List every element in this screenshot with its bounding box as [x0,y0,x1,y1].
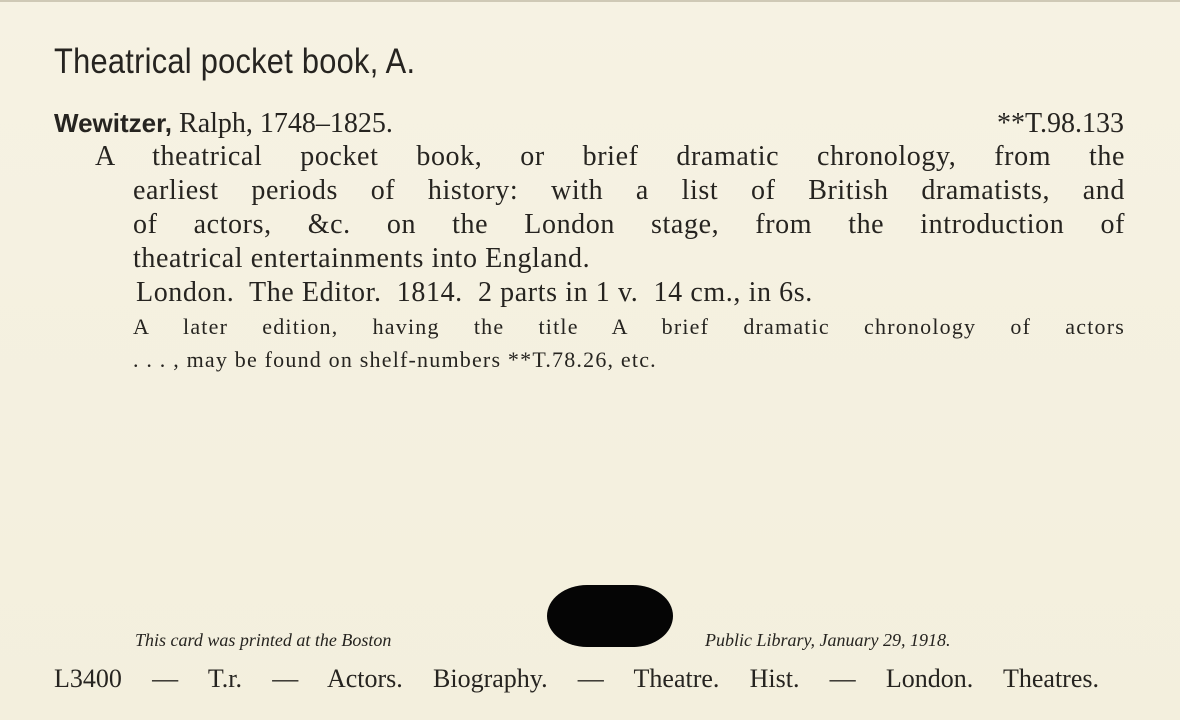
author-surname: Wewitzer, [54,108,173,138]
note-line: A later edition, having the title A brief dramatic chronology of actors [133,314,1125,339]
imprint-line: London. The Editor. 1814. 2 parts in 1 v. 14 cm., in 6s. [136,277,813,308]
title-line: A theatrical pocket book, or brief dramatic chronology, from the [95,141,1125,172]
subject-tracings: L3400 — T.r. — Actors. Biography. — Theatre. Hist. — London. Theatres. [54,664,1099,693]
title-line: theatrical entertainments into England. [133,243,591,274]
printer-note-left: This card was printed at the Boston [135,630,392,650]
author-name-dates: Ralph, 1748–1825. [179,108,393,139]
call-number: **T.98.133 [996,108,1124,139]
title-line: earliest periods of history: with a list of British dramatists, and [133,175,1125,206]
title-line: of actors, &c. on the London stage, from the introduction of [133,209,1125,240]
author-line [54,108,393,140]
printer-note-right: Public Library, January 29, 1918. [705,630,951,650]
note-line: . . . , may be found on shelf-numbers **T.78.26, etc. [133,347,657,372]
card-heading: Theatrical pocket book, A. [54,42,416,81]
ink-blot [547,585,673,647]
